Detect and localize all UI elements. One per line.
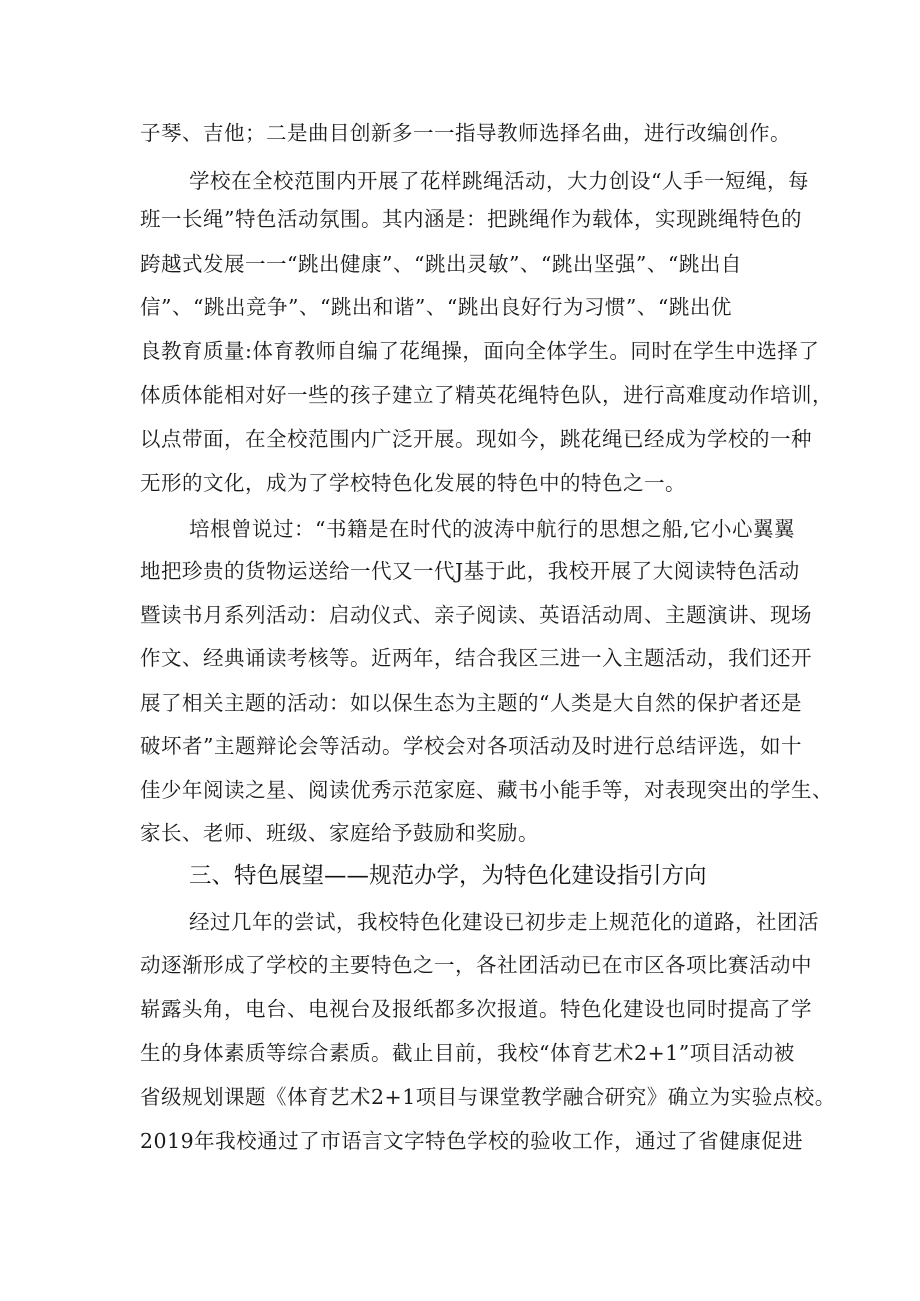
text-line: 破坏者”主题辩论会等活动。学校会对各项活动及时进行总结评选，如十 <box>140 734 802 758</box>
text-line: 家长、老师、班级、家庭给予鼓励和奖励。 <box>140 821 539 845</box>
text-line: 崭露头角，电台、电视台及报纸都多次报道。特色化建设也同时提高了学 <box>140 997 812 1021</box>
text-line: 2019年我校通过了市语言文字特色学校的验收工作，通过了省健康促进 <box>140 1129 804 1153</box>
text-line: 良教育质量:体育教师自编了花绳操，面向全体学生。同时在学生中选择了 <box>140 339 820 363</box>
text-line: 无形的文化，成为了学校特色化发展的特色中的特色之一。 <box>140 471 686 495</box>
text-line: 体质体能相对好一些的孩子建立了精英花绳特色队，进行高难度动作培训， <box>140 383 833 407</box>
text-line: 以点带面，在全校范围内广泛开展。现如今，跳花绳已经成为学校的一种 <box>140 427 812 451</box>
text-line: 子琴、吉他；二是曲目创新多一一指导教师选择名曲，进行改编创作。 <box>140 121 791 145</box>
text-line: 作文、经典诵读考核等。近两年，结合我区三进一入主题活动，我们还开 <box>140 646 812 670</box>
text-line: 展了相关主题的活动：如以保生态为主题的“人类是大自然的保护者还是 <box>140 691 802 715</box>
text-line: 学校在全校范围内开展了花样跳绳活动，大力创设“人手一短绳，每 <box>189 169 809 193</box>
text-line: 省级规划课题《体育艺术2+1项目与课堂教学融合研究》确立为实验点校。 <box>140 1085 836 1109</box>
text-line: 佳少年阅读之星、阅读优秀示范家庭、藏书小能手等，对表现突出的学生、 <box>140 778 833 802</box>
text-line: 暨读书月系列活动：启动仪式、亲子阅读、英语活动周、主题演讲、现场 <box>140 603 812 627</box>
text-line: 跨越式发展一一“跳出健康”、“跳出灵敏”、“跳出坚强”、“跳出自 <box>140 252 742 276</box>
text-line: 培根曾说过：“书籍是在时代的波涛中航行的思想之船,它小心翼翼 <box>189 517 795 541</box>
text-line: 动逐渐形成了学校的主要特色之一，各社团活动已在市区各项比赛活动中 <box>140 953 812 977</box>
text-line: 经过几年的尝试，我校特色化建设已初步走上规范化的道路，社团活 <box>189 910 819 934</box>
text-line: 生的身体素质等综合素质。截止目前，我校“体育艺术2+1”项目活动被 <box>140 1041 795 1065</box>
text-line: 地把珍贵的货物运送给一代又一代J基于此，我校开展了大阅读特色活动 <box>140 559 800 583</box>
text-line: 班一长绳”特色活动氛围。其内涵是：把跳绳作为载体，实现跳绳特色的 <box>140 207 802 231</box>
text-line: 信”、“跳出竞争”、“跳出和谐”、“跳出良好行为习惯”、“跳出优 <box>140 295 732 319</box>
section-heading: 三、特色展望——规范办学，为特色化建设指引方向 <box>189 863 707 889</box>
